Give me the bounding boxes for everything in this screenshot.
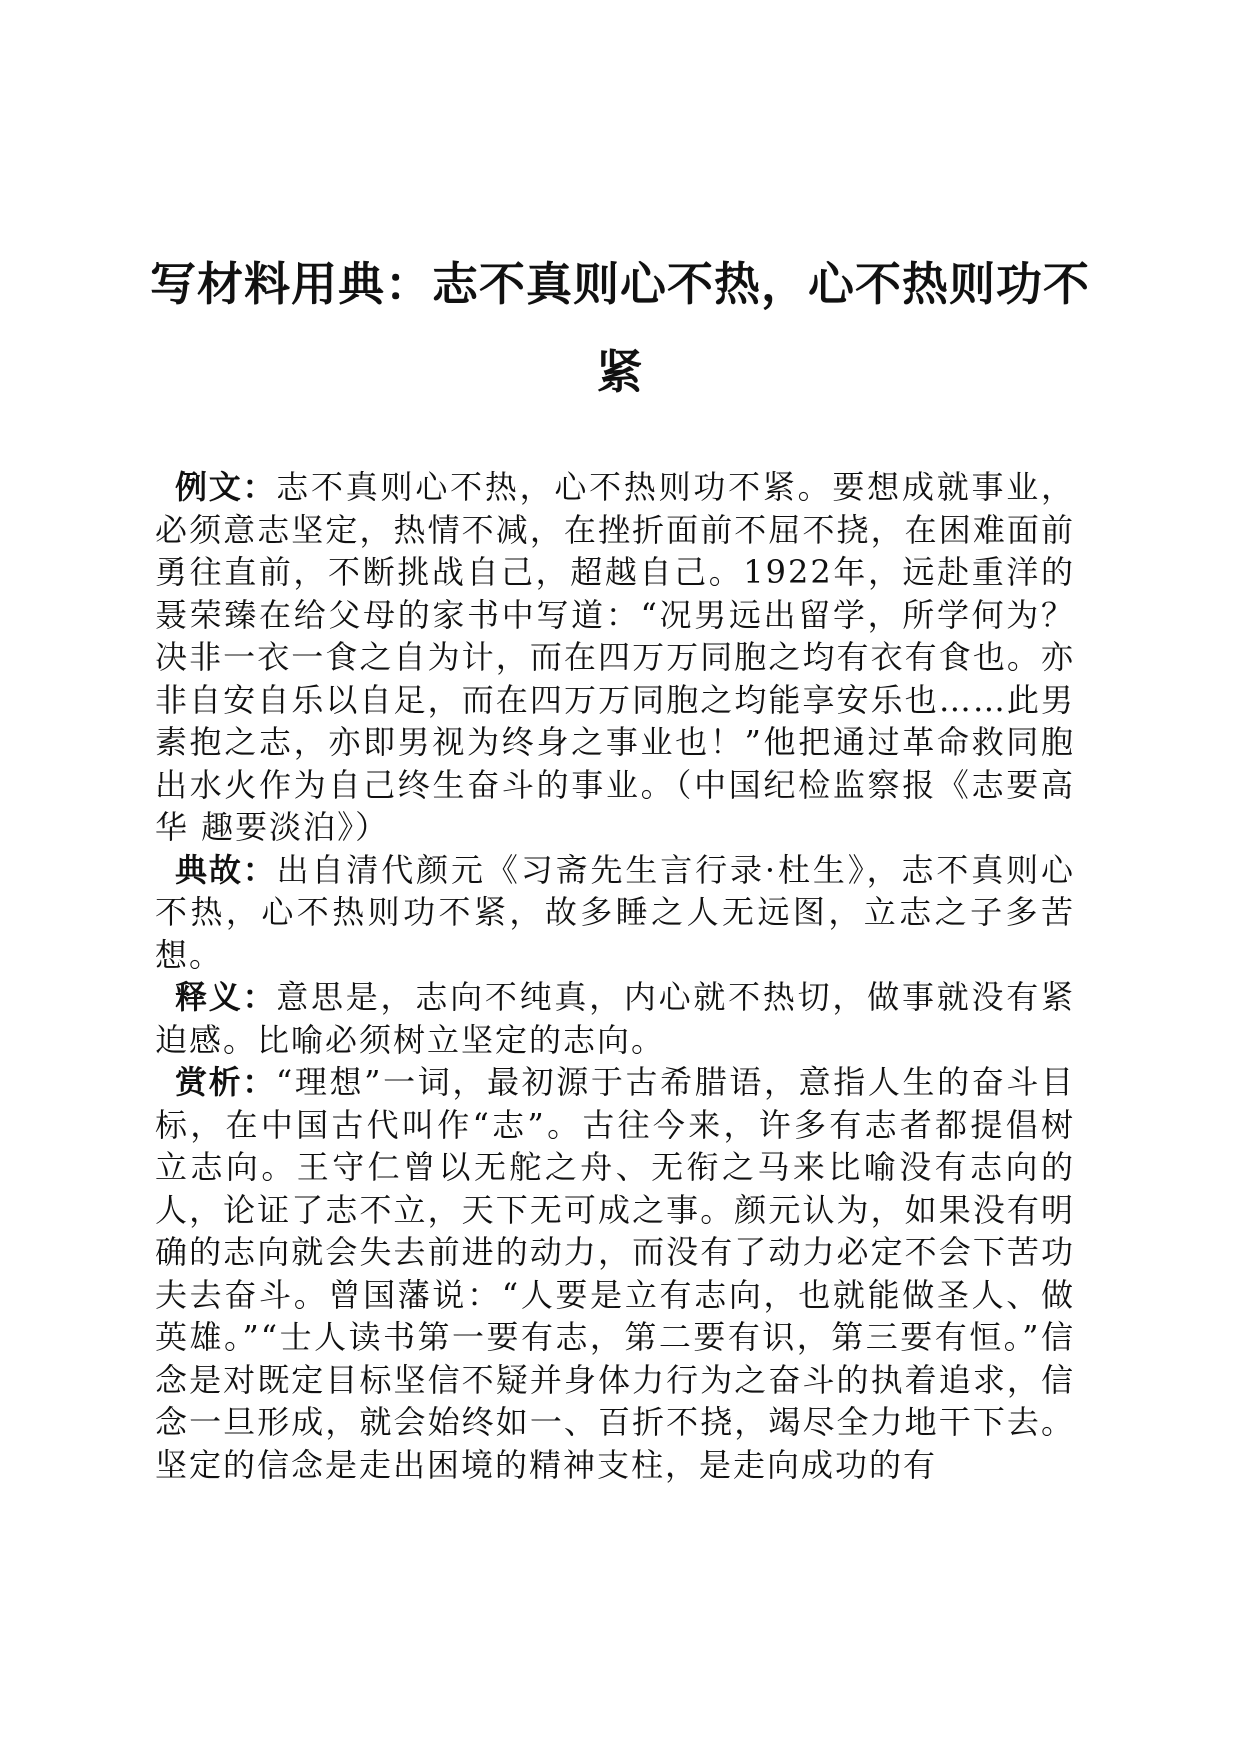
section-label: 典故： <box>175 850 277 889</box>
section-allusion <box>155 849 1075 977</box>
section-meaning <box>155 976 1075 1061</box>
section-text: 意思是，志向不纯真，内心就不热切，做事就没有紧迫感。比喻必须树立坚定的志向。 <box>155 978 1075 1059</box>
section-label: 赏析： <box>175 1063 276 1101</box>
section-text: “理想”一词，最初源于古希腊语，意指人生的奋斗目标，在中国古代叫作“志”。古往今来，许多有志者都提倡树立志向。王守仁曾以无舵之舟、无衔之马来比喻没有志向的人，论证了志不立，天下无可成之事。颜元认为，如果没有明确的志向就会失去前进的动力，而没有了动力必定不会下苦功夫去奋斗。曾国藩说：“人要是立有志向，也就能做圣人、做英雄。”“士人读书第一要有志，第二要有识，第三要有恒。”信念是对既定目标坚信不疑并身体力行为之奋斗的执着追求，信念一旦形成，就会始终如一、百折不挠，竭尽全力地干下去。坚定的信念是走出困境的精神支柱，是走向成功的有 <box>155 1063 1075 1484</box>
section-example <box>155 466 1075 849</box>
section-appreciation <box>155 1061 1075 1486</box>
document-title: 写材料用典：志不真则心不热，心不热则功不紧 <box>150 257 1090 399</box>
section-label: 释义： <box>175 978 277 1016</box>
section-label: 例文： <box>175 468 277 506</box>
document-body <box>155 466 1075 1486</box>
section-text: 出自清代颜元《习斋先生言行录·杜生》，志不真则心不热，心不热则功不紧，故多睡之人无远图，立志之子多苦想。 <box>155 850 1075 974</box>
section-text: 志不真则心不热，心不热则功不紧。要想成就事业，必须意志坚定，热情不减，在挫折面前不屈不挠，在困难面前勇往直前，不断挑战自己，超越自己。1922年，远赴重洋的聂荣臻在给父母的家书中写道：“况男远出留学，所学何为？决非一衣一食之自为计，而在四万万同胞之均有衣有食也。亦非自安自乐以自足，而在四万万同胞之均能享安乐也……此男素抱之志，亦即男视为终身之事业也！”他把通过革命救同胞出水火作为自己终生奋斗的事业。（中国纪检监察报《志要高华 趣要淡泊》） <box>155 468 1075 846</box>
